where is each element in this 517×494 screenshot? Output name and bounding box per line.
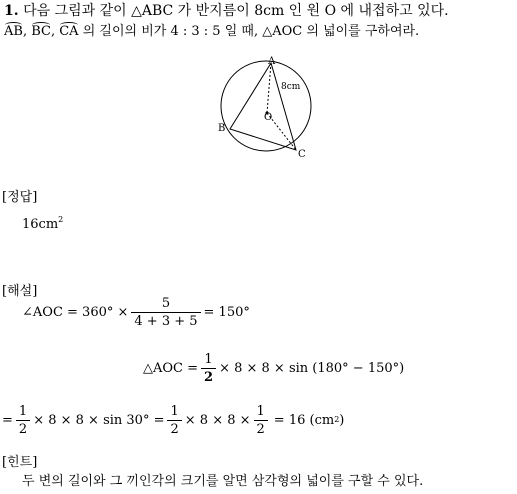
equation-angle xyxy=(22,292,250,332)
answer-number: 16cm xyxy=(22,217,59,232)
eq3-middle-2: × 8 × 8 × xyxy=(184,412,251,428)
circumscribed-circle xyxy=(221,61,311,151)
hint-heading: [힌트] xyxy=(2,455,38,470)
arc-ca-label: CA xyxy=(59,24,79,39)
hint-text: 두 변의 길이와 그 끼인각의 크기를 알면 삼각형의 넓이를 구할 수 있다. xyxy=(22,474,424,489)
question-line-2: AB, BC, CA 의 길이의 비가 4 : 3 : 5 일 때, △AOC 의 넓이를 구하여라. xyxy=(4,24,420,39)
answer-unit-power: 2 xyxy=(58,215,64,224)
triangle-abc xyxy=(230,63,296,150)
eq3-middle: × 8 × 8 × sin 30° = xyxy=(33,412,165,428)
eq1-lhs: ∠AOC = 360° × xyxy=(22,304,129,320)
eq2-lhs: △AOC = xyxy=(143,360,199,376)
question-line-1 xyxy=(4,4,449,18)
question-text: 다음 그림과 같이 △ABC 가 반지름이 8cm 인 원 O 에 내접하고 있다. xyxy=(23,3,449,19)
vertex-b-label: B xyxy=(218,123,226,134)
eq3-numerator-2: 1 xyxy=(170,403,179,419)
eq1-numerator: 5 xyxy=(161,295,171,311)
question-number: 1. xyxy=(4,3,19,19)
arc-ab-label: AB xyxy=(4,24,23,39)
vertex-c-label: C xyxy=(298,149,306,160)
eq1-rhs: = 150° xyxy=(203,304,250,320)
eq1-denominator: 4 + 3 + 5 xyxy=(131,312,200,328)
eq3-denominator-1: 2 xyxy=(16,420,30,436)
eq3-end: = 16 (cm xyxy=(273,412,335,428)
eq3-denominator-2: 2 xyxy=(167,420,181,436)
answer-heading: [정답] xyxy=(2,190,38,205)
eq3-fraction-2 xyxy=(167,405,181,436)
eq3-start: = xyxy=(2,412,13,428)
eq3-close: ) xyxy=(339,412,345,428)
equation-area xyxy=(143,348,404,388)
eq2-denominator: 2 xyxy=(201,368,216,384)
eq3-fraction-1 xyxy=(16,405,30,436)
explanation-heading: [해설] xyxy=(2,284,38,299)
question-text-rest: 의 길이의 비가 4 : 3 : 5 일 때, △AOC 의 넓이를 구하여라. xyxy=(78,24,420,39)
eq3-numerator-1: 1 xyxy=(18,403,28,419)
eq3-denominator-3: 2 xyxy=(254,420,268,436)
eq3-fraction-3 xyxy=(254,405,268,436)
eq1-fraction xyxy=(131,297,200,328)
vertex-a-label: A xyxy=(268,56,276,67)
answer-value xyxy=(22,215,64,232)
segment-oa xyxy=(267,63,271,113)
eq2-rhs: × 8 × 8 × sin (180° − 150°) xyxy=(219,360,405,376)
center-o-label: O xyxy=(264,112,273,123)
equation-result: = $\frac{1}{2}$ × 8 × 8 × sin 30° = $\frac{1}{2}$ × 8 × 8 × $\frac{1}{2}$ = 16 (cm 2 ) xyxy=(2,403,345,437)
eq3-numerator-3: 1 xyxy=(256,403,265,419)
radius-label: 8cm xyxy=(281,82,301,92)
eq2-fraction xyxy=(201,353,216,384)
eq2-numerator: 1 xyxy=(204,351,213,367)
arc-bc-label: BC xyxy=(31,24,51,39)
